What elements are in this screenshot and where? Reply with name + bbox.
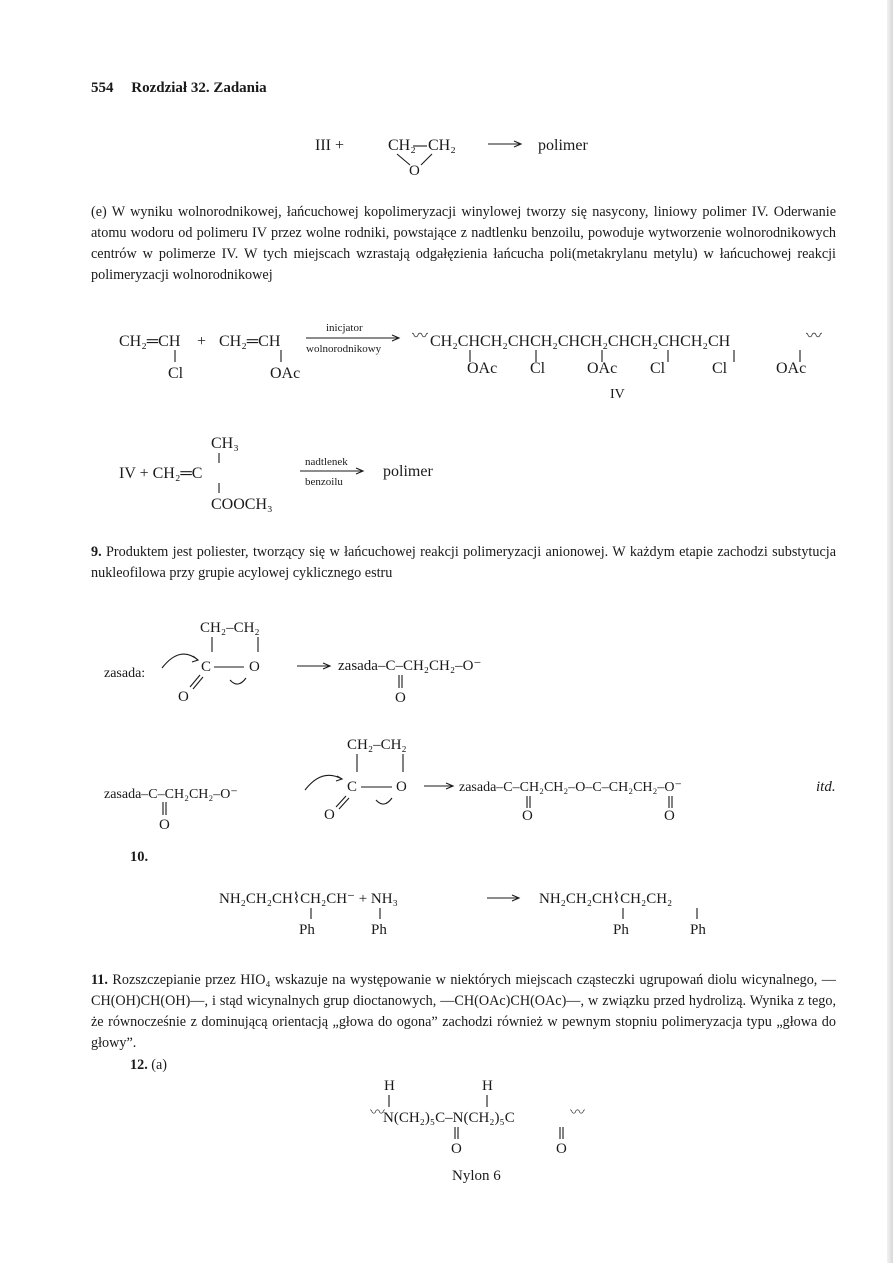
eq5-etc: itd.	[816, 779, 836, 795]
equation-ring-opening-step2	[104, 737, 836, 833]
eq5-ring-top: CH₂–CH₂	[347, 737, 407, 753]
eq2-chain-end-right: 〰	[806, 328, 823, 345]
eq2-monomer1: CH₂═CH	[119, 333, 181, 350]
eq7-h1: H	[384, 1078, 395, 1094]
eq6-product: NH₂CH₂CH⌇CH₂CH₂	[539, 891, 673, 907]
eq6-reactant: NH₂CH₂CH⌇CH₂CH⁻ + NH₃	[219, 891, 398, 907]
problem-number-10: 10.	[130, 849, 149, 865]
equation-copolymerization	[119, 322, 822, 402]
eq4-ring-oxygen: O	[249, 659, 260, 675]
eq4-product: zasada–C–CH₂CH₂–O⁻	[338, 658, 482, 674]
eq2-chain: CH₂CHCH₂CHCH₂CHCH₂CHCH₂CHCH₂CH	[430, 333, 731, 350]
eq1-product: polimer	[538, 137, 588, 154]
paragraph-11	[91, 970, 836, 1054]
paragraph-12-text: (a)	[151, 1057, 168, 1073]
eq1-reactant: III +	[315, 137, 345, 154]
eq2-sub-d: Cl	[650, 360, 666, 377]
eq2-sub2: OAc	[270, 365, 301, 382]
eq5-reactant-oxygen: O	[159, 817, 170, 833]
paragraph-9-text: Produktem jest poliester, tworzący się w łańcuchowej reakcji polimeryzacji anionowej. W każdym etapie zachodzi substytucja nukleofilowa przy grupie acylowej cyklicznego estru	[91, 544, 836, 581]
eq4-product-oxygen: O	[395, 690, 406, 706]
problem-number-9: 9.	[91, 544, 102, 560]
eq3-arrow-bottom: benzoilu	[305, 476, 343, 488]
eq1-oxygen: O	[409, 163, 420, 179]
problem-number-12: 12.	[130, 1057, 148, 1073]
eq6-ph1: Ph	[299, 922, 315, 938]
eq6-ph2: Ph	[371, 922, 387, 938]
paragraph-12	[130, 1055, 330, 1076]
eq4-curved-arrow	[162, 654, 198, 668]
equation-ring-opening-step1	[104, 620, 481, 706]
eq5-product-oxygen2: O	[664, 808, 675, 824]
eq7-end-left: 〰	[370, 1105, 386, 1121]
page-number: 554	[91, 80, 114, 96]
eq1-ch2-left: CH₂	[388, 137, 416, 154]
eq6-ph4: Ph	[690, 922, 706, 938]
eq4-carbon: C	[201, 659, 212, 675]
paragraph-e: (e) W wyniku wolnorodnikowej, łańcuchowej kopolimeryzacji winylowej tworzy się nasycony, liniowy polimer IV. Oderwanie atomu wodoru od polimeru IV przez wolne rodniki, powstające z nadtlenku benzoilu, powoduje wytworzenie wolnorodnikowych centrów w polimerze IV. W tych miejscach wzrastają odgałęzienia łańcucha poli(metakrylanu metylu) w łańcuchowej reakcji polimeryzacji wolnorodnikowej	[91, 204, 836, 283]
eq2-chain-end-left: 〰	[412, 328, 429, 345]
eq2-label: IV	[610, 387, 625, 402]
eq7-chain: N(CH₂)₅C–N(CH₂)₅C	[383, 1110, 515, 1126]
eq5-carbonyl-oxygen: O	[324, 807, 335, 823]
eq5-carbon: C	[347, 779, 358, 795]
eq7-caption: Nylon 6	[452, 1168, 501, 1184]
eq5-product: zasada–C–CH₂CH₂–O–C–CH₂CH₂–O⁻	[459, 780, 682, 795]
eq1-ch2-right: CH₂	[428, 137, 456, 154]
eq5-product-oxygen1: O	[522, 808, 533, 824]
eq4-nucleophile: zasada:	[104, 666, 146, 681]
eq7-h2: H	[482, 1078, 493, 1094]
problem-number-11: 11.	[91, 972, 108, 988]
eq5-reactant: zasada–C–CH₂CH₂–O⁻	[104, 787, 238, 802]
eq2-plus: +	[197, 333, 207, 350]
paragraph-9	[91, 542, 836, 584]
eq7-end-right: 〰	[570, 1105, 586, 1121]
equation-graft-polymerization	[119, 435, 433, 513]
eq2-sub-c: OAc	[587, 360, 618, 377]
eq1-bond-right	[421, 154, 432, 165]
eq2-sub1: Cl	[168, 365, 184, 382]
eq2-monomer2: CH₂═CH	[219, 333, 281, 350]
eq6-ph3: Ph	[613, 922, 629, 938]
eq7-o1: O	[451, 1141, 462, 1157]
eq2-sub-b: Cl	[530, 360, 546, 377]
equation-epoxide-polymerization	[315, 137, 588, 179]
eq3-arrow-top: nadtlenek	[305, 456, 348, 468]
eq2-arrow-bottom: wolnorodnikowy	[306, 343, 382, 355]
eq3-top: CH₃	[211, 435, 239, 452]
eq3-product: polimer	[383, 463, 433, 480]
eq3-bottom: COOCH₃	[211, 496, 273, 513]
eq2-sub-a: OAc	[467, 360, 498, 377]
eq2-sub-e: Cl	[712, 360, 728, 377]
eq3-reactant: IV + CH₂═C	[119, 465, 203, 482]
structure-nylon-6	[370, 1078, 585, 1184]
eq4-ring-top: CH₂–CH₂	[200, 620, 260, 636]
eq2-arrow-top: inicjator	[326, 322, 363, 334]
chapter-title: Rozdział 32. Zadania	[131, 80, 267, 96]
equation-chain-transfer	[219, 891, 706, 938]
eq5-ring-oxygen: O	[396, 779, 407, 795]
eq7-o2: O	[556, 1141, 567, 1157]
eq4-carbonyl-oxygen: O	[178, 689, 189, 705]
eq2-sub-f: OAc	[776, 360, 807, 377]
paragraph-11-text: Rozszczepianie przez HIO₄ wskazuje na występowanie w niektórych miejscach cząsteczki ugrupowań diolu wicynalnego, —CH(OH)CH(OH)—, i stąd wicynalnych grup dioctanowych, —CH(OAc)CH(OAc)—, w związku przed hydrolizą. Wynika z tego, że równocześnie z dominującą orientacją „głowa do ogona” zachodzi również w pewnym stopniu polimeryzacja typu „głowa do głowy”.	[91, 972, 836, 1051]
